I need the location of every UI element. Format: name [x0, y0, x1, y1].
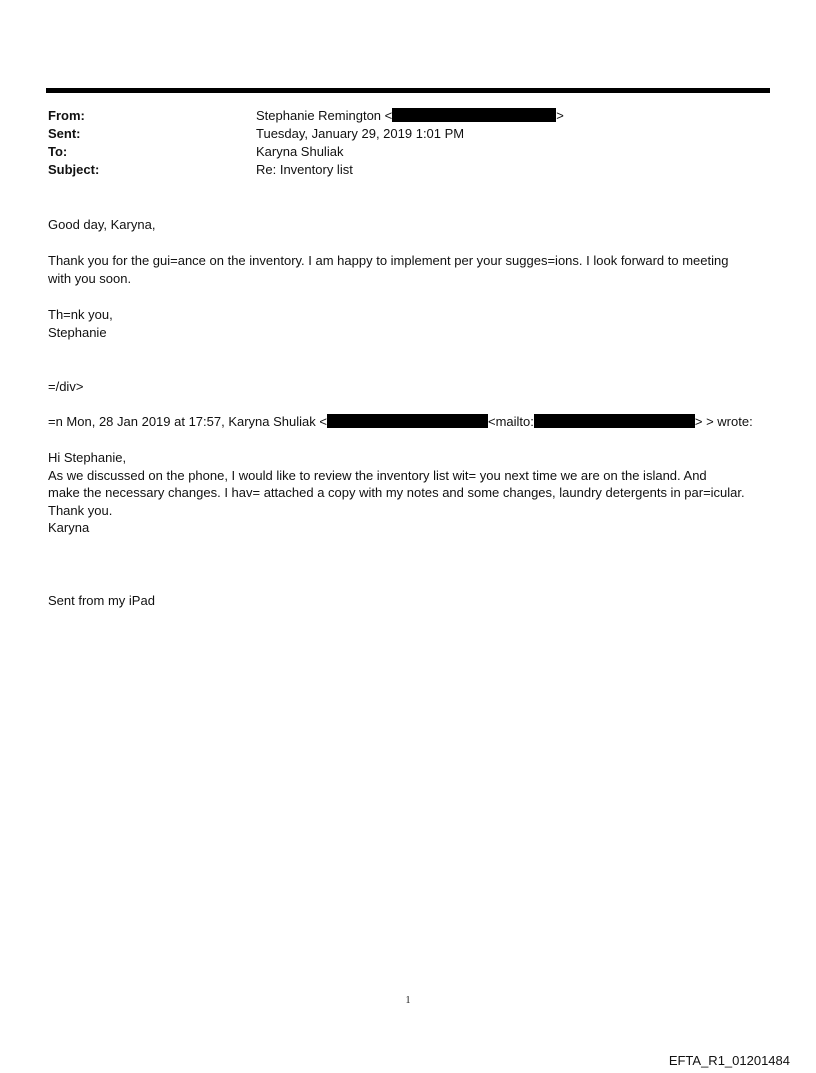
sent-value: Tuesday, January 29, 2019 1:01 PM: [256, 126, 465, 141]
quote-line: Thank you.: [48, 502, 113, 518]
document-id: EFTA_R1_01201484: [668, 1053, 790, 1068]
quote-intro-mailto: <mailto:: [487, 414, 534, 429]
to-label: To:: [48, 144, 68, 159]
quote-intro: [48, 413, 770, 431]
subject-value: Re: Inventory list: [256, 162, 353, 177]
redaction-bar: [327, 414, 488, 428]
from-name: Stephanie Remington <: [256, 108, 393, 123]
to-value: Karyna Shuliak: [256, 144, 344, 159]
quote-line: make the necessary changes. I hav= attached a copy with my notes and some changes, laundry detergents in par=icular.: [48, 485, 745, 500]
from-label: From:: [48, 108, 85, 123]
sent-label: Sent:: [48, 126, 81, 141]
message-line: Thank you for the gui=ance on the inventory. I am happy to implement per your sugges=ions. I look forward to meeting: [48, 253, 729, 268]
from-value: [256, 107, 564, 125]
sign-off-text: Th=nk you,: [48, 307, 113, 322]
quote-signature: Karyna: [48, 520, 90, 535]
page-number: 1: [405, 995, 411, 1006]
message-line: with you soon.: [48, 270, 132, 286]
signature-name: Stephanie: [48, 324, 107, 340]
quote-intro-start: =n Mon, 28 Jan 2019 at 17:57, Karyna Shuliak <: [48, 414, 327, 429]
subject-label: Subject:: [48, 162, 100, 177]
sent-from-device: Sent from my iPad: [48, 593, 155, 608]
from-close: >: [556, 108, 564, 123]
quote-intro-end: > > wrote:: [694, 414, 753, 429]
quoted-message: [48, 449, 770, 537]
div-artifact-text: =/div>: [48, 379, 84, 394]
quote-line: As we discussed on the phone, I would like to review the inventory list wit= you next time we are on the island. And: [48, 467, 707, 483]
message-paragraph: [48, 252, 770, 287]
quote-greeting: Hi Stephanie,: [48, 450, 127, 465]
redaction-bar: [392, 108, 556, 122]
sign-off: [48, 306, 770, 341]
header-divider: [46, 88, 770, 93]
redaction-bar: [534, 414, 695, 428]
greeting: Good day, Karyna,: [48, 217, 156, 232]
